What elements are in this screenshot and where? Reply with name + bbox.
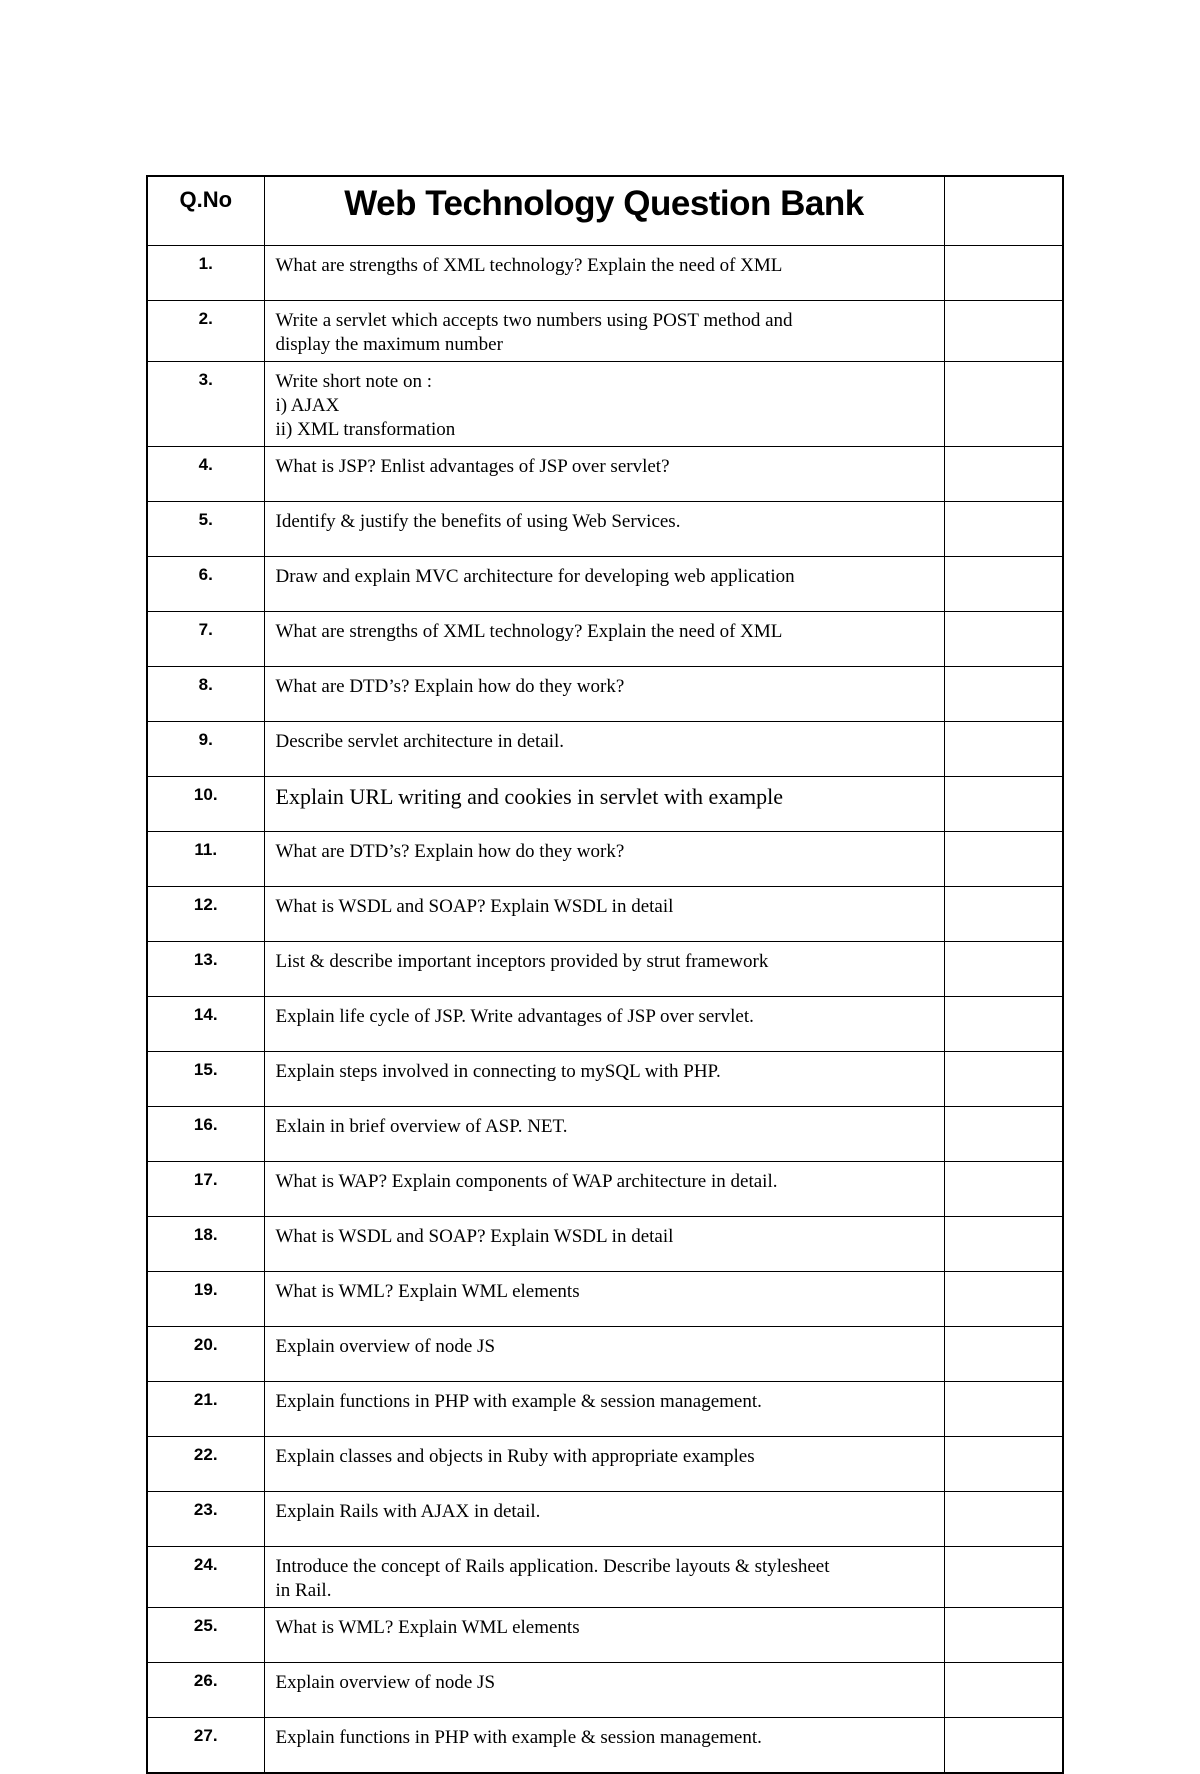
blank-cell [944,1436,1063,1491]
table-row [147,1051,1063,1106]
question-number: 11. [147,831,264,886]
table-row [147,1271,1063,1326]
question-number: 18. [147,1216,264,1271]
blank-cell [944,1717,1063,1773]
question-text: List & describe important inceptors provided by strut framework [264,941,944,996]
blank-cell [944,556,1063,611]
table-row [147,245,1063,300]
question-text: Explain URL writing and cookies in servlet with example [264,776,944,831]
blank-header-cell [944,176,1063,245]
question-number: 21. [147,1381,264,1436]
question-number: 4. [147,446,264,501]
question-text: Explain functions in PHP with example & session management. [264,1717,944,1773]
blank-cell [944,886,1063,941]
table-row [147,1717,1063,1773]
blank-cell [944,1326,1063,1381]
question-number: 19. [147,1271,264,1326]
table-row [147,1662,1063,1717]
question-number: 14. [147,996,264,1051]
table-row [147,361,1063,446]
table-row [147,1607,1063,1662]
question-number: 15. [147,1051,264,1106]
blank-cell [944,446,1063,501]
table-row [147,721,1063,776]
question-bank-table [146,175,1064,1774]
table-row [147,446,1063,501]
table-row [147,1106,1063,1161]
question-number: 22. [147,1436,264,1491]
question-text: Explain Rails with AJAX in detail. [264,1491,944,1546]
table-row [147,1161,1063,1216]
table-row [147,996,1063,1051]
question-number: 2. [147,300,264,361]
table-row [147,776,1063,831]
question-number: 6. [147,556,264,611]
table-row [147,1436,1063,1491]
question-number: 24. [147,1546,264,1607]
question-text: Explain functions in PHP with example & session management. [264,1381,944,1436]
question-text: Exlain in brief overview of ASP. NET. [264,1106,944,1161]
question-text: What is WML? Explain WML elements [264,1271,944,1326]
blank-cell [944,721,1063,776]
blank-cell [944,776,1063,831]
question-text: Write short note on : i) AJAX ii) XML transformation [264,361,944,446]
table-row [147,1216,1063,1271]
question-number: 16. [147,1106,264,1161]
question-number: 5. [147,501,264,556]
question-text: Write a servlet which accepts two numbers using POST method and display the maximum number [264,300,944,361]
question-number: 9. [147,721,264,776]
question-text: Draw and explain MVC architecture for developing web application [264,556,944,611]
table-row [147,1491,1063,1546]
table-row [147,556,1063,611]
question-number: 1. [147,245,264,300]
table-row [147,886,1063,941]
question-number: 10. [147,776,264,831]
question-number: 12. [147,886,264,941]
question-text: Explain life cycle of JSP. Write advantages of JSP over servlet. [264,996,944,1051]
question-number: 7. [147,611,264,666]
question-text: Identify & justify the benefits of using Web Services. [264,501,944,556]
page-title: Web Technology Question Bank [264,176,944,245]
question-text: What is JSP? Enlist advantages of JSP over servlet? [264,446,944,501]
question-number: 27. [147,1717,264,1773]
question-text: Introduce the concept of Rails application. Describe layouts & stylesheet in Rail. [264,1546,944,1607]
question-text: Describe servlet architecture in detail. [264,721,944,776]
question-text: What is WAP? Explain components of WAP architecture in detail. [264,1161,944,1216]
table-row [147,941,1063,996]
question-text: What is WSDL and SOAP? Explain WSDL in detail [264,1216,944,1271]
table-row [147,501,1063,556]
blank-cell [944,831,1063,886]
question-number: 8. [147,666,264,721]
table-row [147,300,1063,361]
question-text: Explain steps involved in connecting to mySQL with PHP. [264,1051,944,1106]
table-row [147,611,1063,666]
question-text: Explain classes and objects in Ruby with appropriate examples [264,1436,944,1491]
blank-cell [944,1662,1063,1717]
blank-cell [944,1491,1063,1546]
blank-cell [944,666,1063,721]
blank-cell [944,1216,1063,1271]
blank-cell [944,996,1063,1051]
table-row [147,1546,1063,1607]
question-number: 3. [147,361,264,446]
blank-cell [944,501,1063,556]
question-text: What are strengths of XML technology? Explain the need of XML [264,245,944,300]
blank-cell [944,1607,1063,1662]
question-text: Explain overview of node JS [264,1326,944,1381]
question-text: What is WSDL and SOAP? Explain WSDL in detail [264,886,944,941]
blank-cell [944,1051,1063,1106]
question-number: 25. [147,1607,264,1662]
qno-header: Q.No [147,176,264,245]
blank-cell [944,611,1063,666]
question-number: 13. [147,941,264,996]
blank-cell [944,1546,1063,1607]
blank-cell [944,1381,1063,1436]
blank-cell [944,941,1063,996]
table-header-row [147,176,1063,245]
table-row [147,831,1063,886]
table-row [147,666,1063,721]
question-text: What is WML? Explain WML elements [264,1607,944,1662]
question-text: Explain overview of node JS [264,1662,944,1717]
blank-cell [944,1106,1063,1161]
question-text: What are DTD’s? Explain how do they work? [264,831,944,886]
question-number: 17. [147,1161,264,1216]
question-list [147,245,1063,1773]
question-number: 23. [147,1491,264,1546]
blank-cell [944,1271,1063,1326]
question-number: 26. [147,1662,264,1717]
blank-cell [944,300,1063,361]
blank-cell [944,1161,1063,1216]
blank-cell [944,245,1063,300]
question-text: What are strengths of XML technology? Explain the need of XML [264,611,944,666]
table-row [147,1326,1063,1381]
question-text: What are DTD’s? Explain how do they work? [264,666,944,721]
blank-cell [944,361,1063,446]
table-row [147,1381,1063,1436]
question-number: 20. [147,1326,264,1381]
